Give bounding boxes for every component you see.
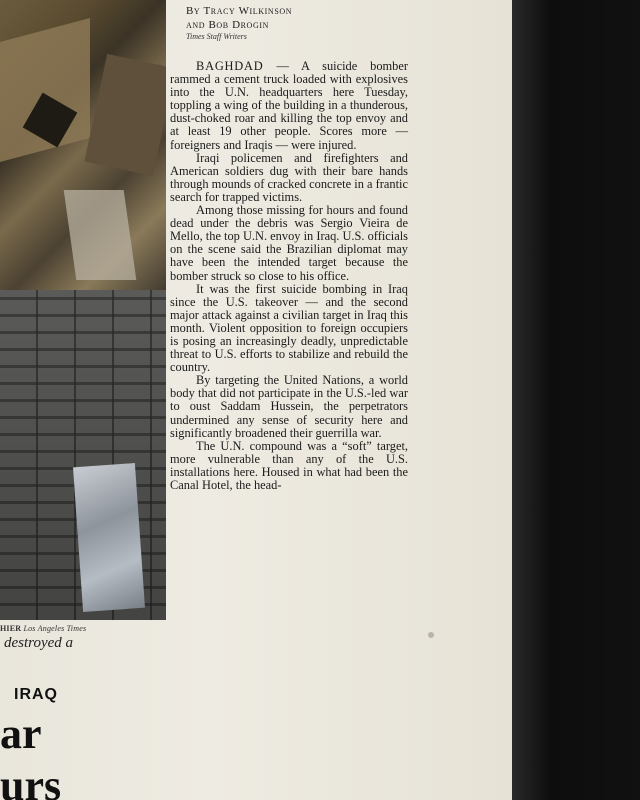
hanging-sheet — [73, 463, 145, 612]
background-edge — [512, 0, 640, 800]
article-paragraph: By targeting the United Nations, a world body that did not participate in the U.S.-led war to oust Saddam Hussein, the perpetrators undermined any sense of security here and significantly broadened their guerrilla war. — [170, 373, 408, 440]
byline-line-1: By Tracy Wilkinson — [186, 5, 293, 17]
dateline: BAGHDAD — [196, 59, 264, 73]
article-paragraph: It was the first suicide bombing in Iraq since the U.S. takeover — and the second major attack against a civilian target in Iraq this month. Violent opposition to foreign occupiers is posing an increasingly deadly, unpredictable threat to U.S. efforts to stabilize and rebuild the country. — [170, 281, 408, 375]
bomb-site-photo — [0, 0, 166, 620]
article-paragraph: Among those missing for hours and found dead under the debris was Sergio Vieira de Mello, the top U.N. envoy in Iraq. U.S. officials on the scene said the Brazilian diplomat may have been the intended target because the bomber struck so close to his office. — [170, 203, 408, 283]
article-column — [170, 4, 408, 492]
photo-caption: destroyed a — [4, 635, 74, 651]
article-body — [170, 60, 408, 492]
photo-credit — [0, 624, 166, 633]
article-paragraph: The U.N. compound was a “soft” target, more vulnerable than any of the U.S. installations here. Housed in what had been the Canal Hotel, the head- — [170, 438, 408, 492]
headline-fragment-2: urs — [0, 761, 62, 800]
article-paragraph: Iraqi policemen and firefighters and American soldiers dug with their bare hands through mounds of cracked concrete in a frantic search for trapped victims. — [170, 150, 408, 204]
article-paragraph: BAGHDAD — A suicide bomber rammed a cement truck loaded with explosives into the U.N. headquarters here Tuesday, toppling a wing of the building in a thunderous, dust-choked roar and killing the top envoy and at least 19 other people. Scores more — foreigners and Iraqis — were injured. — [170, 59, 408, 152]
paper-speck — [428, 632, 434, 638]
byline-line-2: and Bob Drogin — [186, 19, 269, 31]
photo-credit-outlet: Los Angeles Times — [23, 624, 87, 633]
section-kicker: IRAQ — [14, 686, 58, 703]
photo-credit-name: HIER — [0, 624, 22, 633]
byline-affiliation: Times Staff Writers — [186, 32, 247, 41]
headline-fragment-1: ar — [0, 709, 42, 758]
